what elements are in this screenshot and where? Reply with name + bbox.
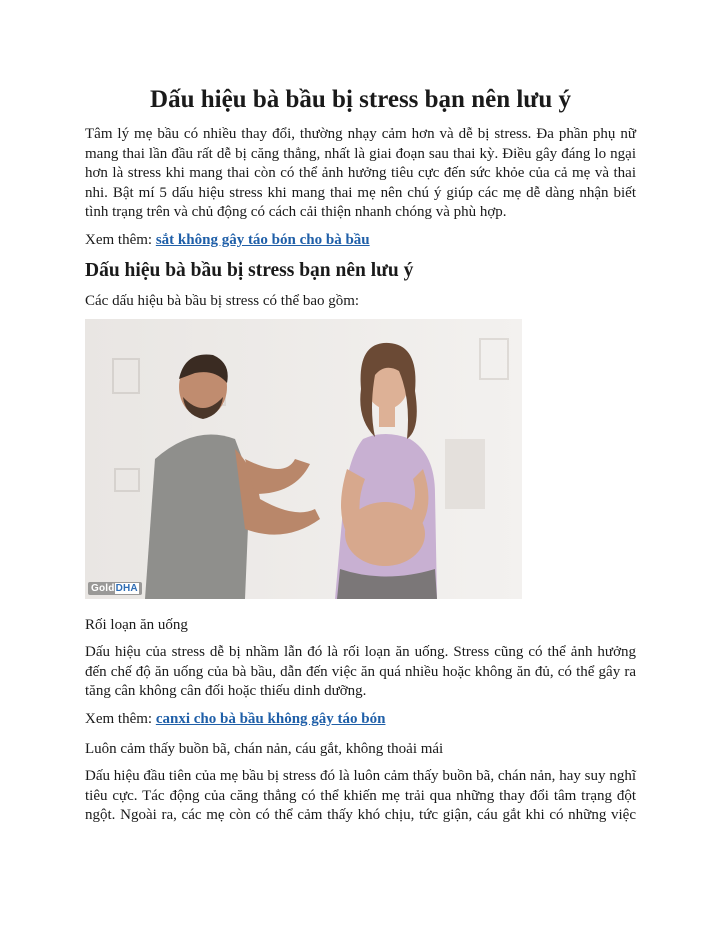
article-photo <box>85 319 522 599</box>
see-more-link-iron[interactable]: sắt không gây táo bón cho bà bầu <box>155 232 370 248</box>
see-more-link-calcium[interactable]: canxi cho bà bầu không gây táo bón <box>155 711 386 727</box>
see-more-1 <box>85 230 370 250</box>
intro-line: nhi. Bật mí 5 dấu hiệu stress khi mang thai mẹ nên chú ý giúp các mẹ dễ dàng nhận biết <box>85 184 636 201</box>
section-subtitle: Dấu hiệu bà bầu bị stress bạn nên lưu ý <box>85 260 414 281</box>
eating-line: Dấu hiệu của stress dễ bị nhầm lẫn đó là rối loạn ăn uống. Stress cũng có thể ảnh hưởng <box>85 644 636 660</box>
see-more-2 <box>85 709 385 729</box>
section-heading-eating: Rối loạn ăn uống <box>85 617 188 633</box>
mood-line: ngột. Ngoài ra, các mẹ còn có thể cảm thấy khó chịu, tức giận, cáu gắt khi có những việc <box>85 807 636 824</box>
pregnant-couple-illustration <box>85 319 522 599</box>
eating-paragraph <box>85 643 636 702</box>
intro-line: mang thai lần đầu rất dễ bị căng thẳng, nhất là giai đoạn sau thai kỳ. Điều gây đáng lo ngại <box>85 145 636 162</box>
article-title: Dấu hiệu bà bầu bị stress bạn nên lưu ý <box>150 86 571 113</box>
mood-paragraph <box>85 767 636 826</box>
see-more-prefix: Xem thêm: <box>85 232 156 248</box>
intro-line: tình trạng trên và chủ động có cách cải thiện nhanh chóng và phù hợp. <box>85 204 507 221</box>
mood-line: Dấu hiệu đầu tiên của mẹ bầu bị stress đó là luôn cảm thấy buồn bã, chán nản, hay suy nghĩ <box>85 768 636 784</box>
intro-line: hơn là stress khi mang thai còn có thể ảnh hưởng tiêu cực đến sức khỏe của cả mẹ và thai <box>85 165 636 182</box>
intro-line: Tâm lý mẹ bầu có nhiều thay đổi, thường nhạy cảm hơn và dễ bị stress. Đa phần phụ nữ <box>85 126 636 142</box>
brand-watermark <box>88 582 142 595</box>
section-heading-mood: Luôn cảm thấy buồn bã, chán nản, cáu gắt, không thoải mái <box>85 741 444 757</box>
signs-intro: Các dấu hiệu bà bầu bị stress có thể bao gồm: <box>85 293 360 309</box>
mood-line: tiêu cực. Tác động của căng thẳng có thể khiến mẹ trải qua những thay đổi tâm trạng đột <box>85 787 636 804</box>
watermark-prefix: Gold <box>91 583 115 594</box>
intro-paragraph <box>85 125 636 223</box>
eating-line: tăng cân không cân đối hoặc thiếu dinh dưỡng. <box>85 683 367 700</box>
eating-line: đến chế độ ăn uống của bà bầu, dẫn đến việc ăn quá nhiều hoặc không ăn đủ, có thể gây ra <box>85 663 636 680</box>
see-more-prefix: Xem thêm: <box>85 711 156 727</box>
watermark-brand: DHA <box>115 583 138 594</box>
